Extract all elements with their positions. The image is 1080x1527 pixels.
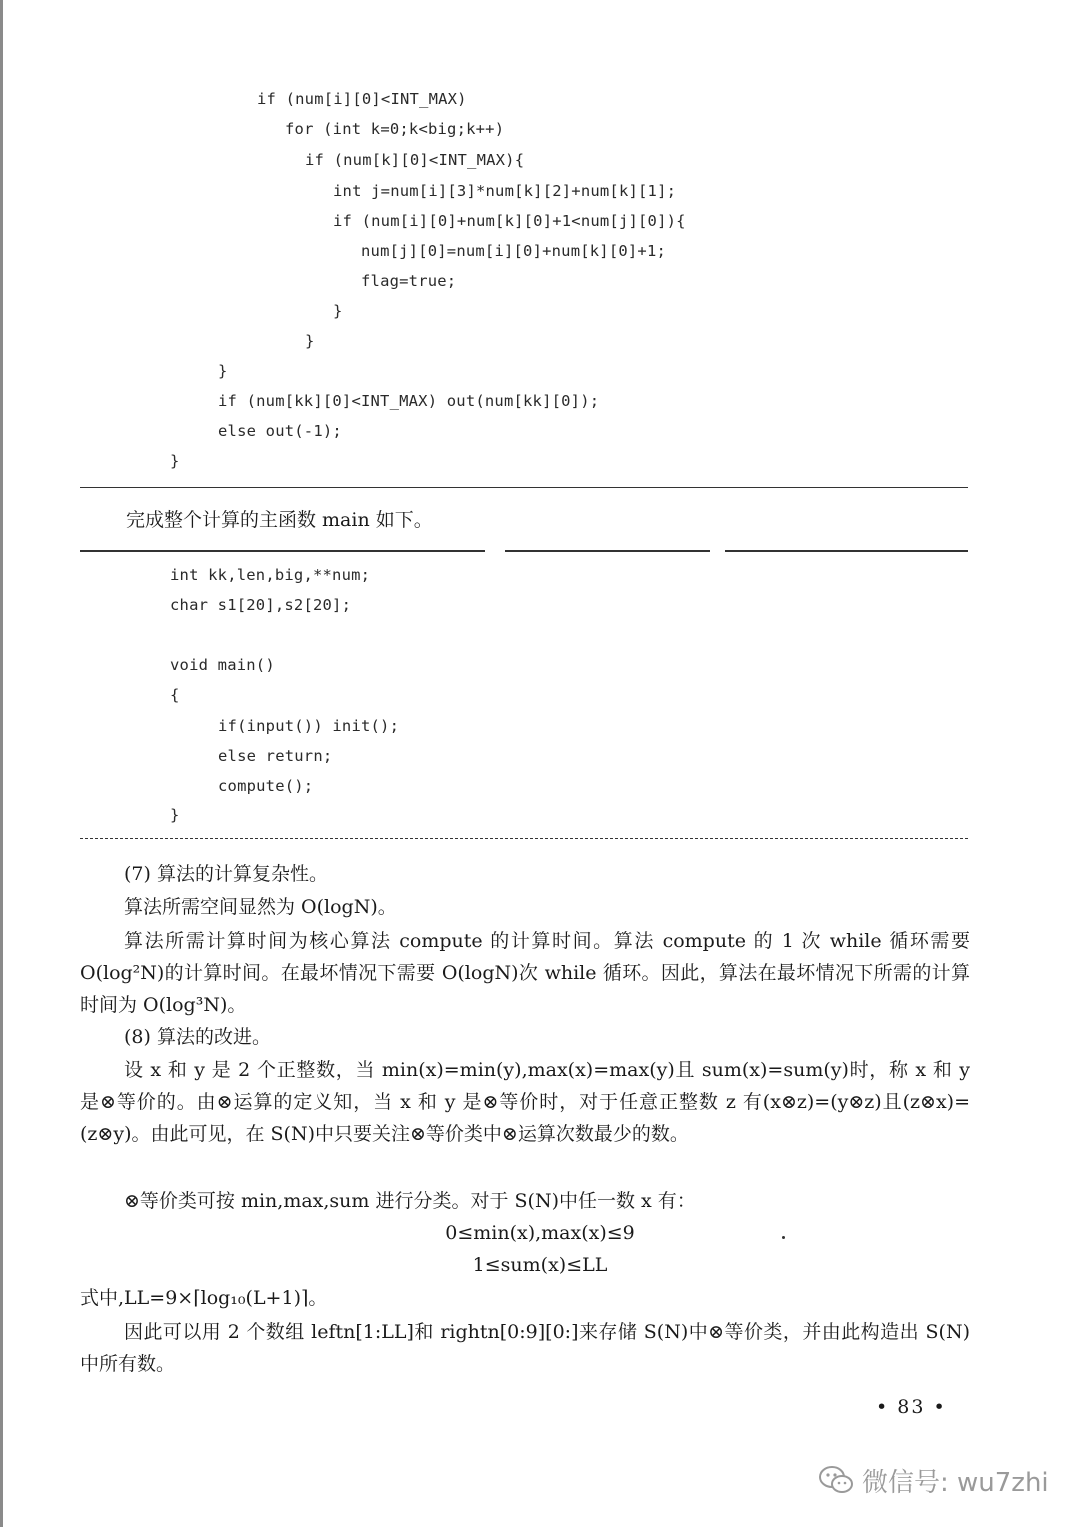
watermark-text: 微信号: wu7zhi xyxy=(862,1467,1049,1498)
page-edge xyxy=(0,0,3,1527)
code-line: int j=num[i][3]*num[k][2]+num[k][1]; xyxy=(333,182,677,200)
code-line: compute(); xyxy=(218,777,314,795)
code-line: char s1[20],s2[20]; xyxy=(170,596,352,614)
code-line: } xyxy=(333,302,343,320)
code-line: if (num[k][0]<INT_MAX){ xyxy=(305,151,525,169)
section-heading: (7) 算法的计算复杂性。 xyxy=(124,863,328,885)
paragraph: 算法所需空间显然为 O(logN)。 xyxy=(124,896,397,918)
code-line: int kk,len,big,**num; xyxy=(170,566,371,584)
code-line: for (int k=0;k<big;k++) xyxy=(285,120,505,138)
page-number: • 83 • xyxy=(876,1396,947,1418)
formula: 1≤sum(x)≤LL xyxy=(472,1254,608,1276)
paragraph: 因此可以用 2 个数组 leftn[1:LL]和 rightn[0:9][0:]来存储 S(N)中⊗等价类，并由此构造出 S(N)中所有数。 xyxy=(80,1321,970,1375)
code-line: } xyxy=(170,452,180,470)
code-rule xyxy=(80,838,968,839)
code-line: } xyxy=(305,332,315,350)
code-line: if(input()) init(); xyxy=(218,717,400,735)
paragraph: ⊗等价类可按 min,max,sum 进行分类。对于 S(N)中任一数 x 有： xyxy=(124,1190,696,1212)
code-rule xyxy=(80,487,968,488)
code-line: } xyxy=(170,806,180,824)
code-line: if (num[kk][0]<INT_MAX) out(num[kk][0]); xyxy=(218,392,600,410)
code-line: else out(-1); xyxy=(218,422,342,440)
section-heading: (8) 算法的改进。 xyxy=(124,1026,271,1048)
code-line: } xyxy=(218,362,228,380)
code-line: void main() xyxy=(170,656,275,674)
paragraph: 算法所需计算时间为核心算法 compute 的计算时间。算法 compute 的 1 次 while 循环需要 O(log²N)的计算时间。在最坏情况下需要 O(logN)次 while 循环。因此，算法在最坏情况下所需的计算时间为 O(log³N)。 xyxy=(80,930,970,1016)
paragraph: 设 x 和 y 是 2 个正整数，当 min(x)=min(y),max(x)=max(y)且 sum(x)=sum(y)时，称 x 和 y 是⊗等价的。由⊗运算的定义知，当 x 和 y 是⊗等价时，对于任意正整数 z 有(x⊗z)=(y⊗z)且(z⊗x)=(z⊗y)。由此可见，在 S(N)中只要关注⊗等价类中⊗运算次数最少的数。 xyxy=(80,1059,970,1145)
code-line: num[j][0]=num[i][0]+num[k][0]+1; xyxy=(361,242,667,260)
code-line: { xyxy=(170,686,180,704)
code-rule xyxy=(80,550,968,552)
code-line: if (num[i][0]<INT_MAX) xyxy=(257,90,467,108)
wechat-icon xyxy=(818,1465,854,1495)
stray-mark xyxy=(782,1236,785,1239)
wechat-watermark xyxy=(818,1460,1049,1500)
formula: 0≤min(x),max(x)≤9 xyxy=(445,1222,635,1244)
code-line: else return; xyxy=(218,747,333,765)
paragraph: 式中,LL=9×⌈log₁₀(L+1)⌉。 xyxy=(80,1287,328,1309)
code-line: if (num[i][0]+num[k][0]+1<num[j][0]){ xyxy=(333,212,686,230)
main-intro-text: 完成整个计算的主函数 main 如下。 xyxy=(126,509,433,531)
code-line: flag=true; xyxy=(361,272,457,290)
